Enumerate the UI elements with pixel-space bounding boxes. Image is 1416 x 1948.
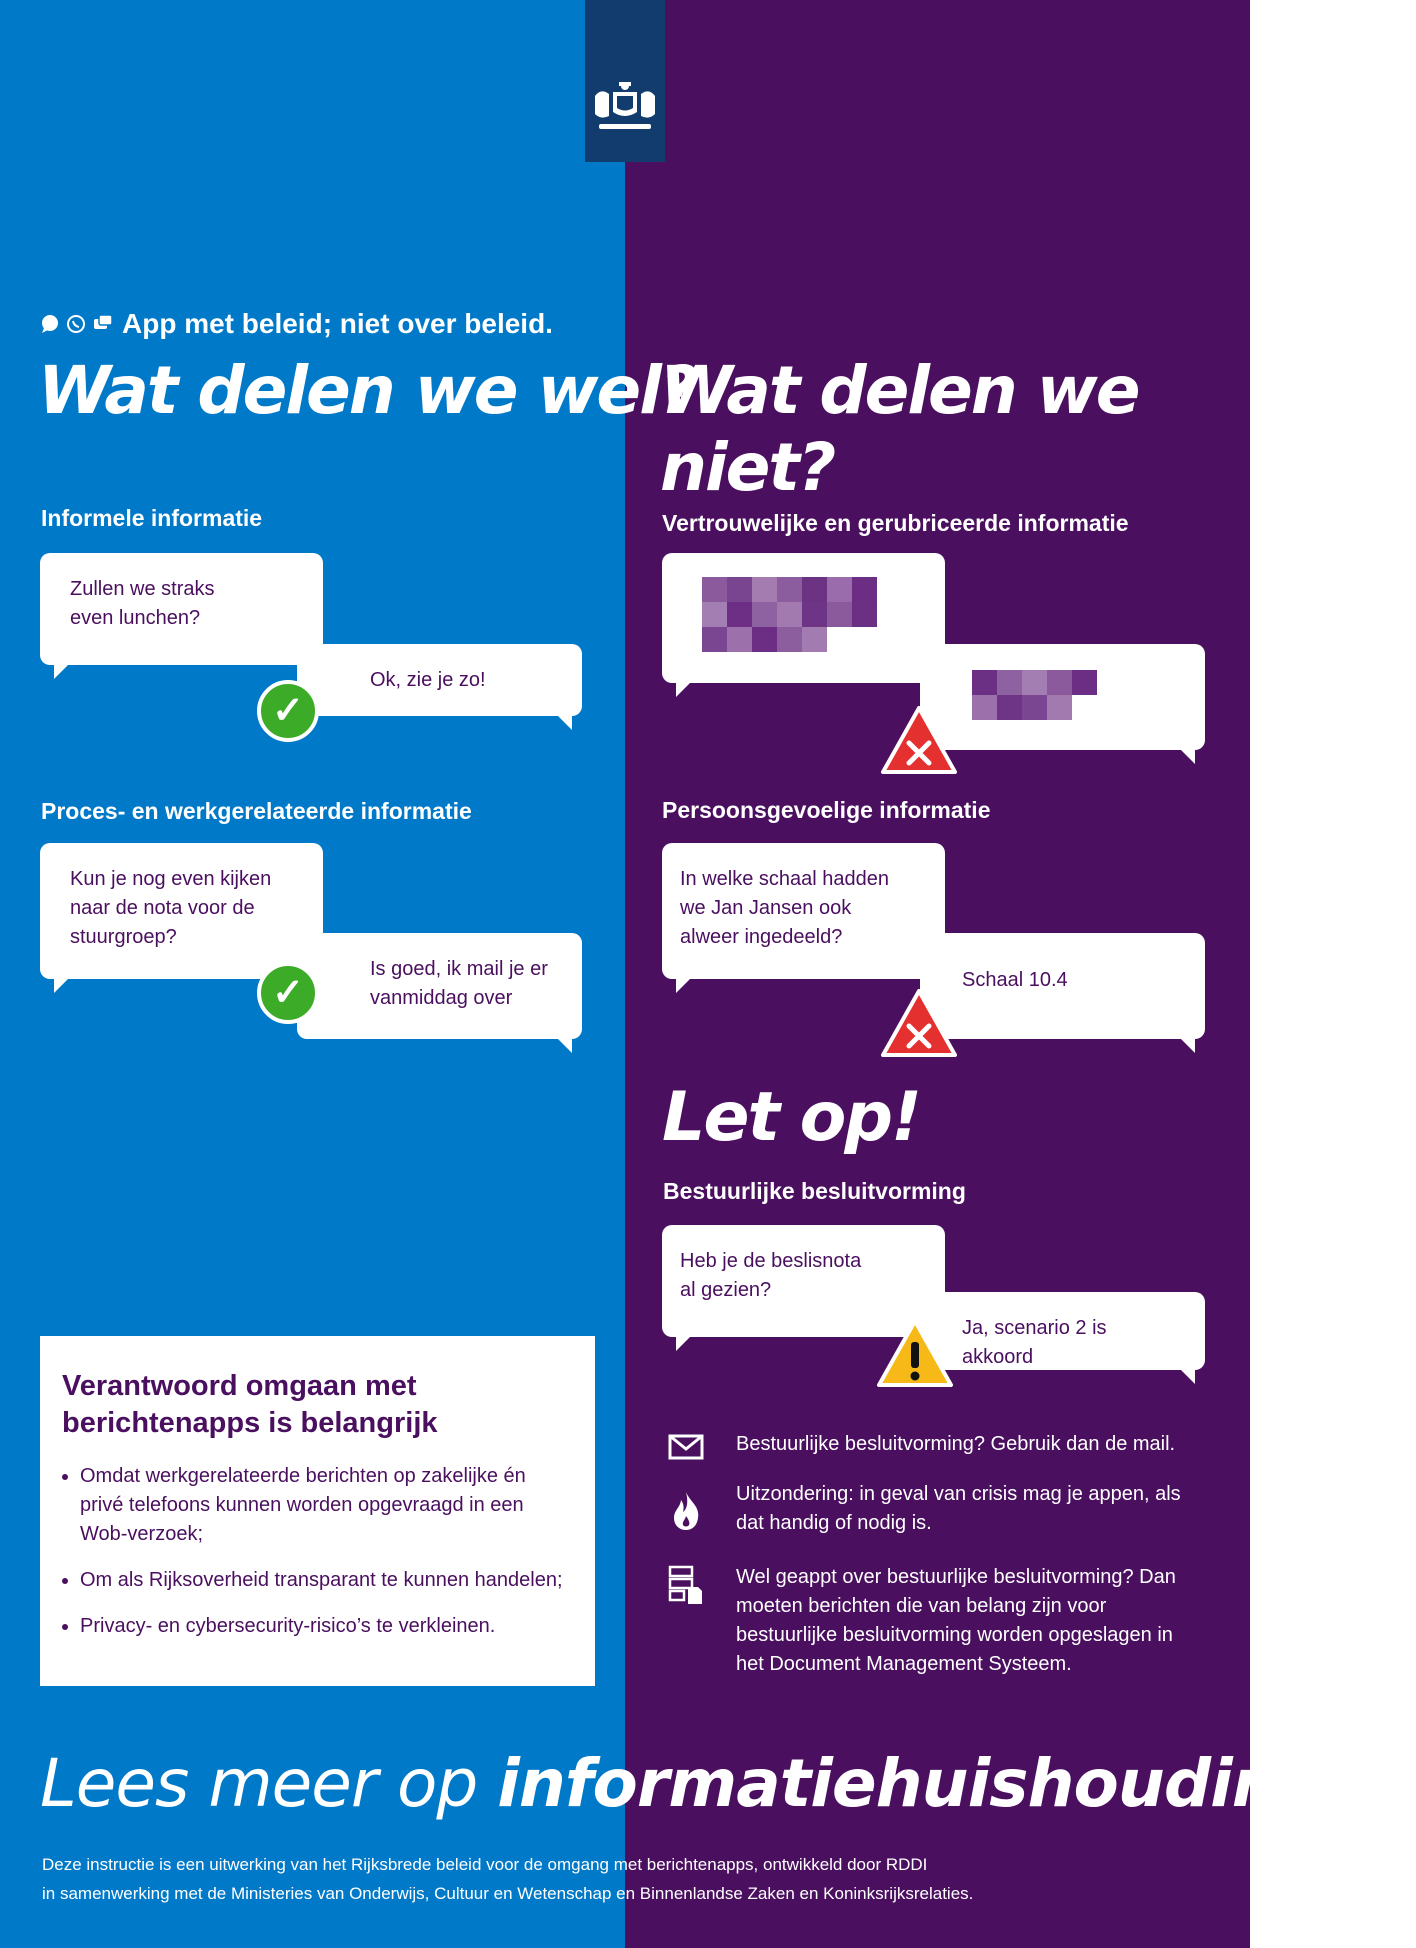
checkmark-icon: ✓ (257, 680, 319, 742)
message-text: Ok, zie je zo! (370, 669, 486, 691)
section-title-process: Proces- en werkgerelateerde informatie (41, 798, 472, 824)
chat-bubbles-icon (92, 314, 114, 334)
message-text: Schaal 10.4 (962, 969, 1068, 991)
info-box (40, 1336, 595, 1686)
whatsapp-icon (66, 314, 86, 334)
message-text: Ja, scenario 2 is akkoord (962, 1317, 1107, 1368)
section-title-personal: Persoonsgevoelige informatie (662, 797, 991, 823)
message-text: Zullen we straks even lunchen? (70, 578, 215, 629)
info-box-list (62, 1462, 573, 1641)
bubble-tail (676, 683, 690, 697)
section-title-informal: Informele informatie (41, 505, 263, 531)
cross-warning-icon (880, 705, 958, 775)
chat-bubble-incoming (662, 553, 945, 683)
read-more-prefix: Lees meer op (40, 1745, 498, 1822)
fire-icon (668, 1490, 704, 1532)
pixelated-message (702, 577, 877, 652)
bubble-tail (1181, 1039, 1195, 1053)
read-more (40, 1745, 1416, 1822)
chat-app-icons (40, 314, 114, 334)
speech-bubble-icon (40, 314, 60, 334)
chat-bubble-outgoing (920, 1292, 1205, 1370)
list-item: • Privacy- en cybersecurity-risico’s te verkleinen. (80, 1612, 573, 1641)
server-document-icon (668, 1565, 704, 1605)
bubble-tail (1181, 750, 1195, 764)
chat-bubble-outgoing (297, 933, 582, 1039)
chat-bubble-outgoing (297, 644, 582, 716)
tip-text: Bestuurlijke besluitvorming? Gebruik dan de mail. (736, 1433, 1176, 1455)
message-text: Kun je nog even kijken naar de nota voor de stuurgroep? (70, 868, 272, 948)
tagline (40, 308, 553, 340)
chat-bubble-outgoing (920, 644, 1205, 750)
list-item: • Om als Rijksoverheid transparant te kunnen handelen; (80, 1566, 573, 1595)
message-text: Is goed, ik mail je er vanmiddag over (370, 958, 548, 1009)
rijksoverheid-logo (585, 0, 665, 162)
cross-warning-icon (880, 988, 958, 1058)
right-heading: Wat delen we niet? (660, 352, 1139, 506)
let-op-heading: Let op! (662, 1078, 921, 1157)
left-heading: Wat delen we wel? (38, 352, 697, 429)
bubble-tail (676, 979, 690, 993)
tagline-text: App met beleid; niet over beleid. (122, 308, 553, 339)
exclamation-warning-icon (876, 1318, 954, 1388)
bubble-tail (54, 665, 68, 679)
envelope-icon (668, 1428, 704, 1464)
website-link[interactable]: informatiehuishouding.nl (497, 1745, 1416, 1822)
chat-bubble-incoming (40, 843, 323, 979)
message-text: In welke schaal hadden we Jan Jansen ook alweer ingedeeld? (680, 868, 890, 948)
chat-bubble-incoming (662, 843, 945, 979)
footer-line: in samenwerking met de Ministeries van Onderwijs, Cultuur en Wetenschap en Binnenlandse Zaken en Koninksrijksrelaties. (42, 1884, 974, 1903)
list-item: • Omdat werkgerelateerde berichten op zakelijke én privé telefoons kunnen worden opgevraagd in een Wob-verzoek; (80, 1462, 573, 1549)
bubble-tail (676, 1337, 690, 1351)
section-title-governance: Bestuurlijke besluitvorming (663, 1178, 966, 1204)
info-box-title: Verantwoord omgaan met berichtenapps is belangrijk (62, 1370, 438, 1439)
bubble-tail (558, 716, 572, 730)
section-title-confidential: Vertrouwelijke en gerubriceerde informatie (662, 510, 1129, 536)
bubble-tail (54, 979, 68, 993)
message-text: Heb je de beslisnota al gezien? (680, 1250, 862, 1301)
checkmark-icon: ✓ (257, 962, 319, 1024)
chat-bubble-incoming (40, 553, 323, 665)
tip-text: Wel geappt over bestuurlijke besluitvorming? Dan moeten berichten die van belang zijn voor bestuurlijke besluitvorming worden opgeslagen in het Document Management Systeem. (736, 1566, 1176, 1675)
footer-note (42, 1850, 973, 1908)
tip-text: Uitzondering: in geval van crisis mag je appen, als dat handig of nodig is. (736, 1483, 1181, 1534)
bubble-tail (558, 1039, 572, 1053)
chat-bubble-outgoing (920, 933, 1205, 1039)
bubble-tail (1181, 1370, 1195, 1384)
pixelated-message (972, 670, 1097, 720)
footer-line: Deze instructie is een uitwerking van het Rijksbrede beleid voor de omgang met berichtenapps, ontwikkeld door RDDI (42, 1855, 928, 1874)
coat-of-arms-icon (585, 0, 665, 162)
